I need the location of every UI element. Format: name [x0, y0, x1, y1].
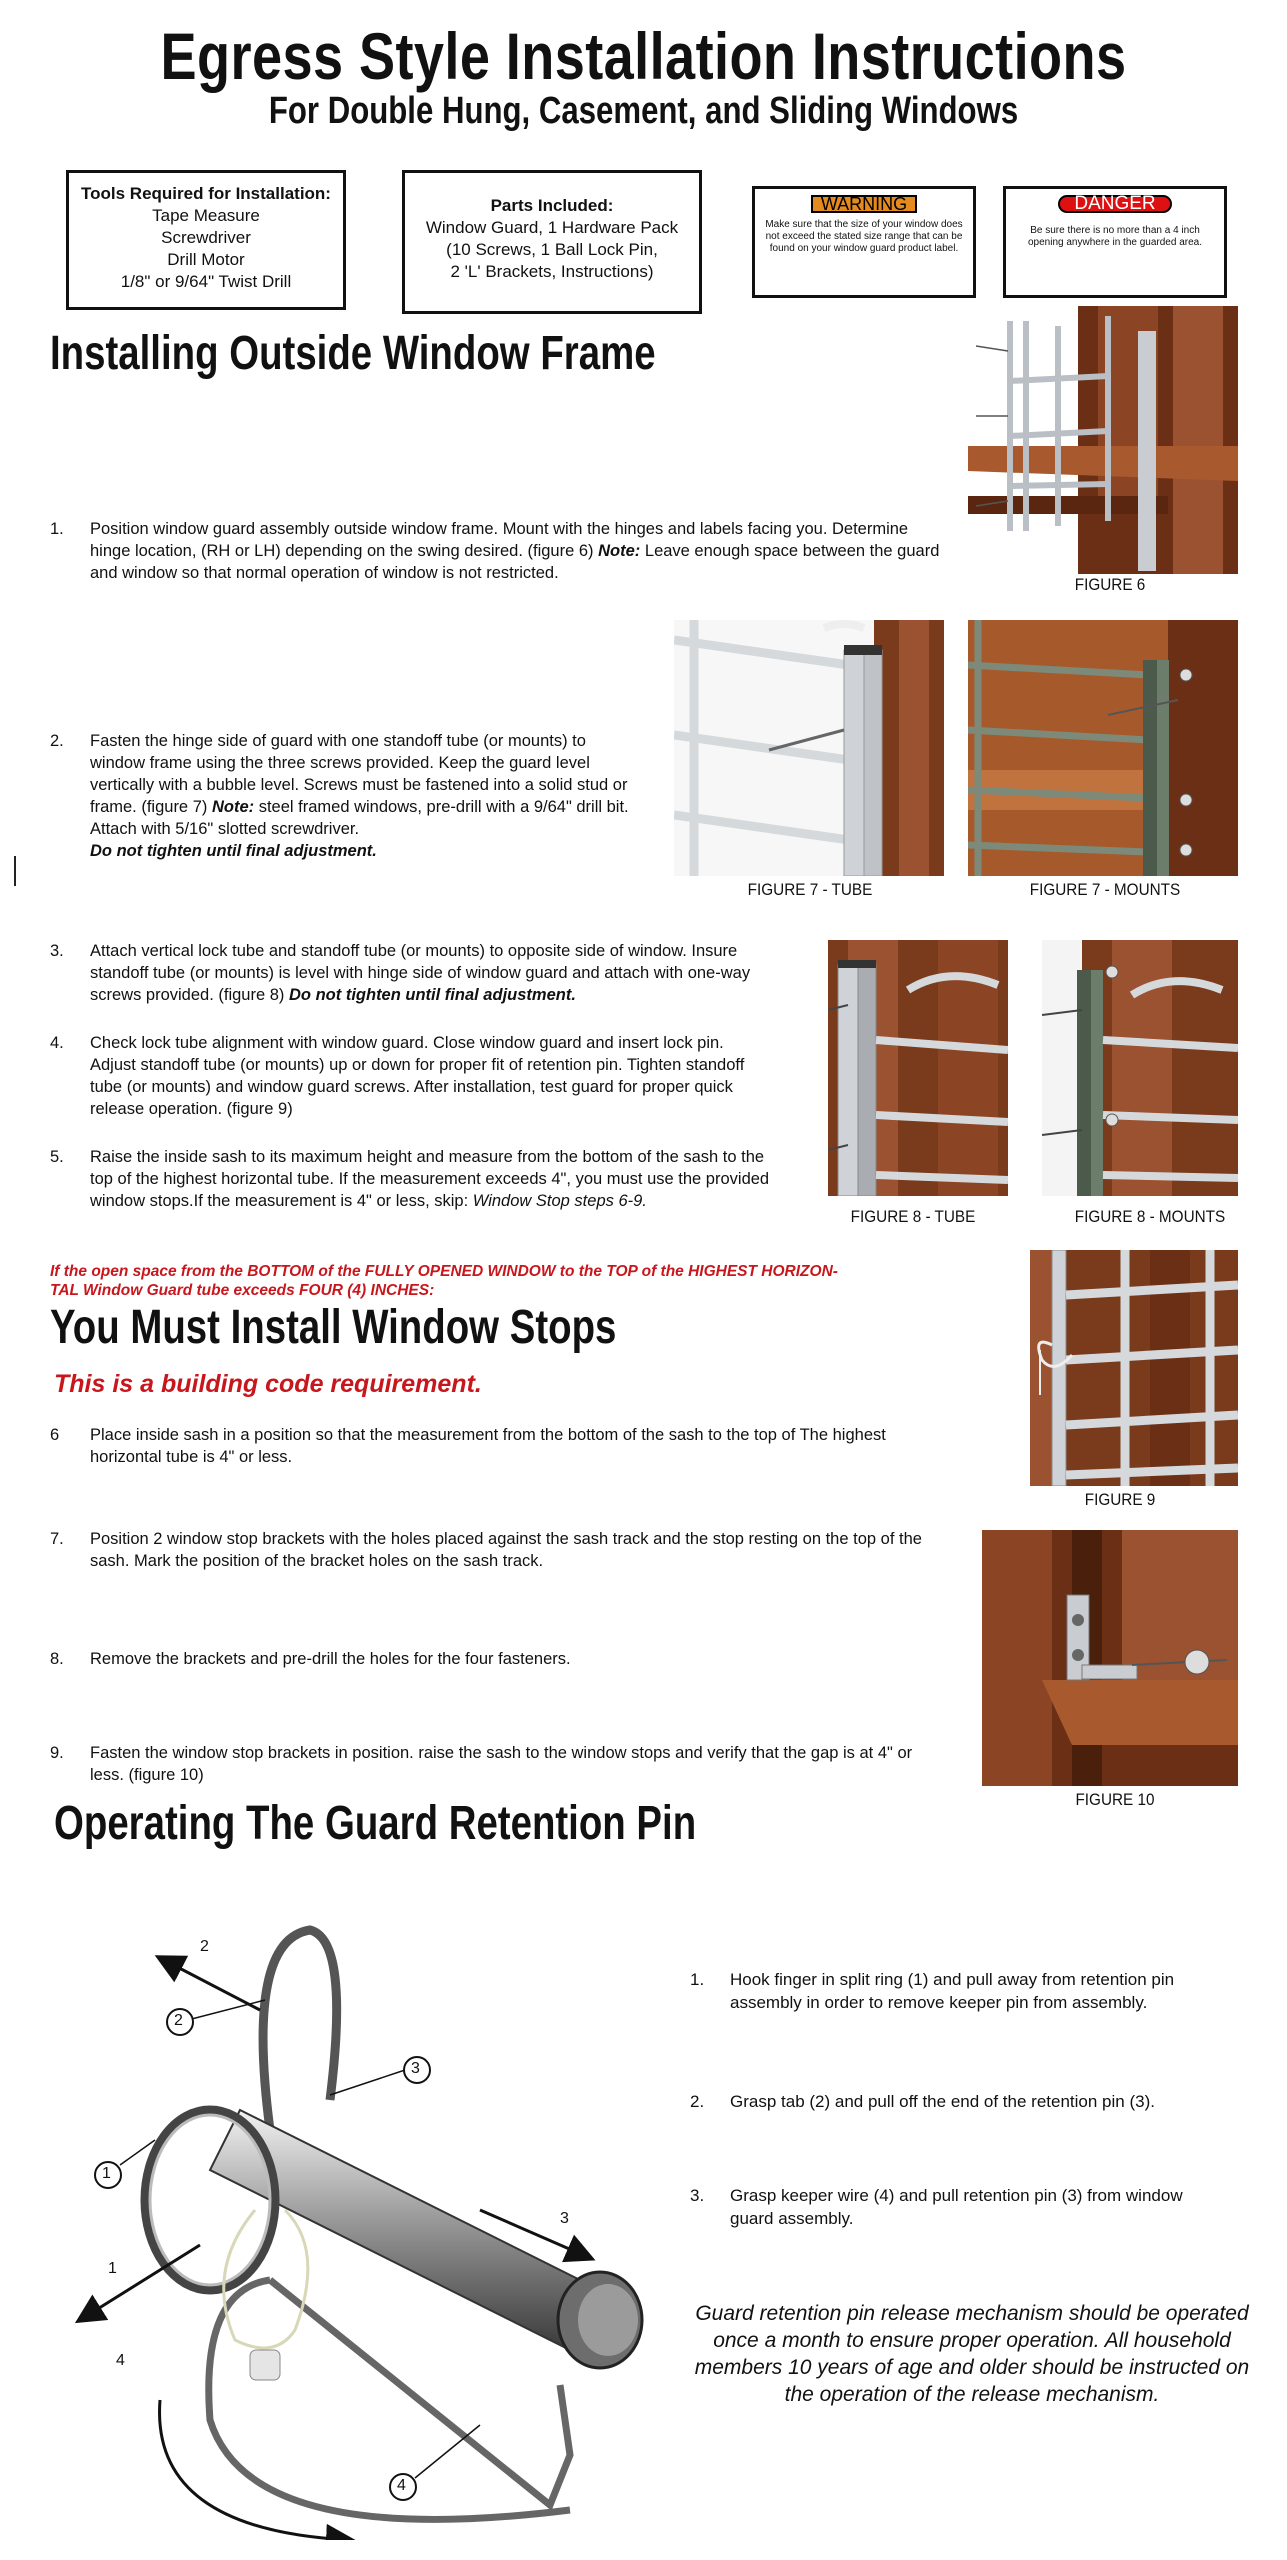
tools-heading: Tools Required for Installation:: [81, 184, 331, 203]
step-9: [50, 1742, 930, 1786]
retention-pin-note: Guard retention pin release mechanism should be operated once a month to ensure proper operation. All household members 10 years of age and older should be instructed on the operation of the release mechanism.: [694, 2302, 1250, 2406]
step-number: 4.: [50, 1034, 64, 1052]
callout-3-label: 3: [411, 2060, 420, 2077]
figure-8-mounts-caption: FIGURE 8 - MOUNTS: [1074, 1207, 1226, 1226]
section-retention-pin-title: Operating The Guard Retention Pin: [54, 1797, 697, 1850]
tool-item: 1/8" or 9/64" Twist Drill: [120, 272, 292, 291]
step-emphasis: Window Stop steps 6-9.: [472, 1192, 647, 1210]
danger-text: Be sure there is no more than a 4 inch opening anywhere in the guarded area.: [1027, 225, 1203, 248]
step-text: Fasten the hinge side of guard with one standoff tube (or mounts) to window frame using the three screws provided. Keep the guard level vertically with a bubble level. Screws must be fastened into a solid stud or frame. (figure 7): [90, 732, 628, 816]
section-window-stops-title: You Must Install Window Stops: [50, 1301, 617, 1354]
parts-heading: Parts Included:: [490, 196, 614, 215]
step-note-label: Note:: [211, 798, 255, 816]
step-3: [50, 940, 770, 1006]
tools-box: [66, 170, 346, 310]
figure-7-mounts-image: [968, 620, 1238, 876]
callout-2-label: 2: [174, 2012, 183, 2029]
step-text: Position 2 window stop brackets with the holes placed against the sash track and the stop resting on the top of the sash. Mark the position of the bracket holes on the sash track.: [90, 1530, 922, 1570]
step-text: Attach vertical lock tube and standoff tube (or mounts) to opposite side of window. Insure standoff tube (or mounts) is level with hinge side of window guard and attach with one-way screws provided. (figure 8): [90, 942, 751, 1004]
tool-item: Screwdriver: [161, 228, 251, 247]
step-8: [50, 1648, 930, 1670]
stops-warning-line: TAL Window Guard tube exceeds FOUR (4) INCHES:: [50, 1282, 435, 1299]
step-number: 1.: [50, 520, 64, 538]
callout-1-label: 1: [102, 2165, 111, 2182]
figure-10-image: [982, 1530, 1238, 1786]
warning-text: Make sure that the size of your window does not exceed the stated size range that can be found on your window guard product label.: [765, 219, 963, 254]
figure-9-image: [1030, 1250, 1238, 1486]
stops-warning: [50, 1262, 950, 1300]
warning-label: [752, 186, 976, 298]
danger-tag: DANGER: [1058, 195, 1171, 213]
step-text: Fasten the window stop brackets in position. raise the sash to the window stops and verify that the gap is at 4" or less. (figure 10): [90, 1744, 913, 1784]
figure-7-tube-caption: FIGURE 7 - TUBE: [747, 880, 873, 899]
step-emphasis: Do not tighten until final adjustment.: [289, 986, 576, 1004]
step-text: Remove the brackets and pre-drill the holes for the four fasteners.: [90, 1650, 571, 1668]
step-1: [50, 518, 940, 584]
step-emphasis: Do not tighten until final adjustment.: [90, 842, 377, 860]
parts-line: 2 'L' Brackets, Instructions): [450, 262, 654, 281]
step-text: Grasp tab (2) and pull off the end of the retention pin (3).: [730, 2092, 1155, 2111]
figure-7-mounts-caption: FIGURE 7 - MOUNTS: [1029, 880, 1181, 899]
section-installing-title: Installing Outside Window Frame: [50, 327, 656, 380]
step-number: 5.: [50, 1148, 64, 1166]
step-number: 2.: [50, 732, 64, 750]
step-number: 7.: [50, 1530, 64, 1548]
pin-step-1: [690, 1968, 1210, 2014]
step-number: 6: [50, 1426, 60, 1444]
step-number: 3.: [690, 2186, 705, 2205]
step-2: [50, 730, 630, 862]
tool-item: Tape Measure: [152, 206, 260, 225]
step-7: [50, 1528, 950, 1572]
parts-line: Window Guard, 1 Hardware Pack: [425, 218, 679, 237]
step-note-label: Note:: [598, 542, 641, 560]
page-title: Egress Style Installation Instructions: [160, 19, 1127, 93]
figure-6-image: [968, 306, 1238, 574]
step-number: 2.: [690, 2092, 705, 2111]
pin-step-3: [690, 2184, 1210, 2230]
step-text: Position window guard assembly outside window frame. Mount with the hinges and labels facing you. Determine hinge location, (RH or LH) depending on the swing desired. (figure 6): [90, 520, 909, 560]
step-number: 8.: [50, 1650, 64, 1668]
figure-7-tube-image: [674, 620, 944, 876]
tool-item: Drill Motor: [167, 250, 245, 269]
step-4: [50, 1032, 770, 1120]
warning-tag: WARNING: [811, 195, 917, 213]
page-subtitle: For Double Hung, Casement, and Sliding Windows: [268, 90, 1019, 132]
figure-8-tube-image: [828, 940, 1008, 1196]
step-note: Leave enough space between the guard and window so that normal operation of window is not restricted.: [90, 542, 940, 582]
step-text: Raise the inside sash to its maximum height and measure from the bottom of the sash to the top of the highest horizontal tube. If the measurement exceeds 4", you must use the provided window stops.If the measurement is 4" or less, skip:: [90, 1148, 770, 1210]
step-number: 9.: [50, 1744, 64, 1762]
arrow-2-label: 2: [200, 1938, 209, 1955]
step-text: Check lock tube alignment with window guard. Close window guard and insert lock pin. Adjust standoff tube (or mounts) up or down for proper fit of retention pin. Tighten standoff tube (or mounts) and window guard screws. After installation, test guard for proper quick release operation. (figure 9): [90, 1034, 745, 1118]
step-text: Grasp keeper wire (4) and pull retention pin (3) from window guard assembly.: [730, 2186, 1183, 2228]
parts-box: [402, 170, 702, 314]
callout-4-label: 4: [397, 2477, 406, 2494]
figure-6-caption: FIGURE 6: [1074, 575, 1146, 594]
figure-8-tube-caption: FIGURE 8 - TUBE: [850, 1207, 976, 1226]
step-5: [50, 1146, 770, 1212]
parts-line: (10 Screws, 1 Ball Lock Pin,: [446, 240, 658, 259]
arrow-4-label: 4: [116, 2352, 125, 2369]
section-window-stops-subtitle: This is a building code requirement.: [54, 1370, 482, 1398]
step-number: 3.: [50, 942, 64, 960]
retention-pin-illustration: [40, 1880, 660, 2540]
pin-step-2: [690, 2090, 1230, 2113]
arrow-1-label: 1: [108, 2260, 117, 2277]
figure-9-caption: FIGURE 9: [1084, 1490, 1156, 1509]
step-text: Hook finger in split ring (1) and pull away from retention pin assembly in order to remove keeper pin from assembly.: [730, 1970, 1175, 2012]
step-number: 1.: [690, 1970, 705, 1989]
figure-8-mounts-image: [1042, 940, 1238, 1196]
danger-label: [1003, 186, 1227, 298]
step-6: [50, 1424, 930, 1468]
margin-mark: [14, 856, 16, 886]
stops-warning-line: If the open space from the BOTTOM of the FULLY OPENED WINDOW to the TOP of the HIGHEST HORIZON-: [50, 1263, 838, 1280]
step-note: steel framed windows, pre-drill with a 9/64" drill bit. Attach with 5/16" slotted screwdriver.: [90, 798, 629, 838]
figure-10-caption: FIGURE 10: [1075, 1790, 1155, 1809]
step-text: Place inside sash in a position so that the measurement from the bottom of the sash to the top of The highest horizontal tube is 4" or less.: [90, 1426, 886, 1466]
arrow-3-label: 3: [560, 2210, 569, 2227]
